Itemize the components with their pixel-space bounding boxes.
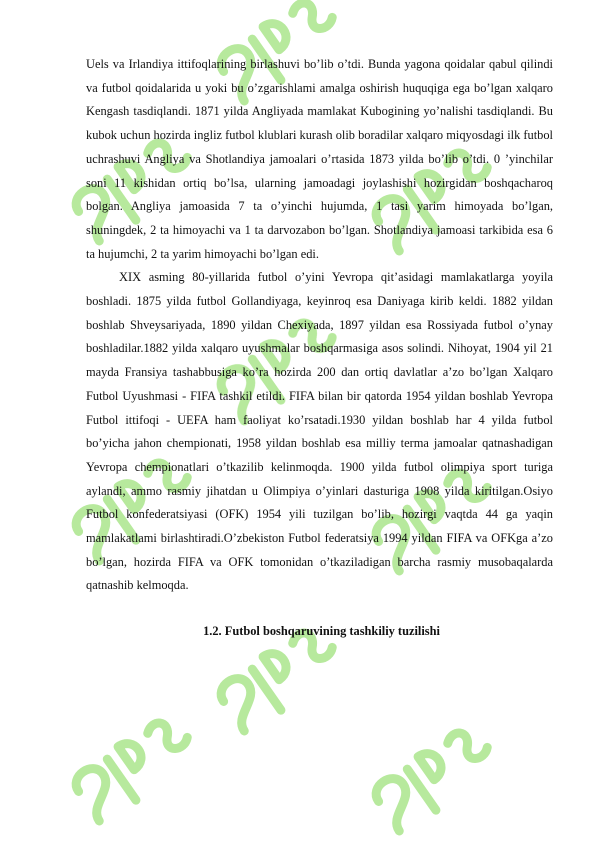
document-body: [86, 53, 553, 641]
paragraph-1: Uels va Irlandiya ittifoqlarining birlashuvi bo’lib o’tdi. Bunda yagona qoidalar qabul qilindi va futbol qoidalarida u yoki bu o’zgarishlami amalga oshirish huquqiga ega bo’lgan xalqaro Kengash tasdiqlandi. 1871 yilda Angliyada mamlakat Kubogining yo’nalishi tasdiqlandi. Bu kubok uchun hozirda ingliz futbol klublari kurash olib boradilar xalqaro miqyosdagi ilk futbol uchrashuvi Angliya va Shotlandiya jamoalari o’rtasida 1873 yilda bo’lib o’tdi. 0 ’yinchilar soni 11 kishidan ortiq bo’lsa, ularning jamoadagi joylashishi hozirgidan boshqacharoq bolgan. Angliya jamoasida 7 ta o’yinchi hujumda, 1 tasi yarim himoyada bo’lgan, shuningdek, 2 ta himoyachi va 1 ta darvozabon bo’lgan. Shotlandiya jamoasi tarkibida esa 6 ta hujumchi, 2 ta yarim himoyachi bo’lgan edi.: [86, 57, 553, 261]
paragraph-2: XIX asming 80-yillarida futbol o’yini Yevropa qit’asidagi mamlakatlarga yoyila boshladi. 1875 yilda futbol Gollandiyaga, keyinroq esa Daniyaga kirib keldi. 1882 yildan boshlab Shveysariyada, 1890 yildan Chexiyada, 1897 yildan esa Rossiyada futbol o’ynay boshladilar.1882 yilda xalqaro uyushmalar boshqarmasiga asos solindi. Nihoyat, 1904 yil 21 mayda Fransiya tashabbusiga ko’ra hozirda 200 dan ortiq davlatlar a’zo bo’lgan Xalqaro Futbol Uyushmasi - FIFA tashkil etildi. FIFA bilan bir qatorda 1954 yildan boshlab Yevropa Futbol ittifoqi - UEFA ham faoliyat ko’rsatadi.1930 yildan boshlab har 4 yilda futbol bo’yicha jahon chempionati, 1958 yildan boshlab esa milliy terma jamoalar qatnashadigan Yevropa chempionatlari o’tkazilib kelinmoqda. 1900 yilda futbol olimpiya sport turiga aylandi, ammo rasmiy jihatdan u Olimpiya o’yinlari dasturiga 1908 yilda kiritilgan.Osiyo Futbol konfederatsiyasi (OFK) 1954 yili tuzilgan bo’lib, hozirgi vaqtda 44 ga yaqin mamlakatlami birlashtiradi.O’zbekiston Futbol federatsiya 1994 yildan FIFA va OFKga a’zo bo’lgan, hozirda FIFA va OFK tomonidan o’tkaziladigan barcha rasmiy musobaqalarda qatnashib kelmoqda.: [86, 270, 553, 593]
section-heading: 1.2. Futbol boshqaruvining tashkiliy tuzilishi: [203, 624, 440, 639]
watermark-mark: [71, 711, 200, 824]
watermark-mark: [371, 721, 500, 834]
